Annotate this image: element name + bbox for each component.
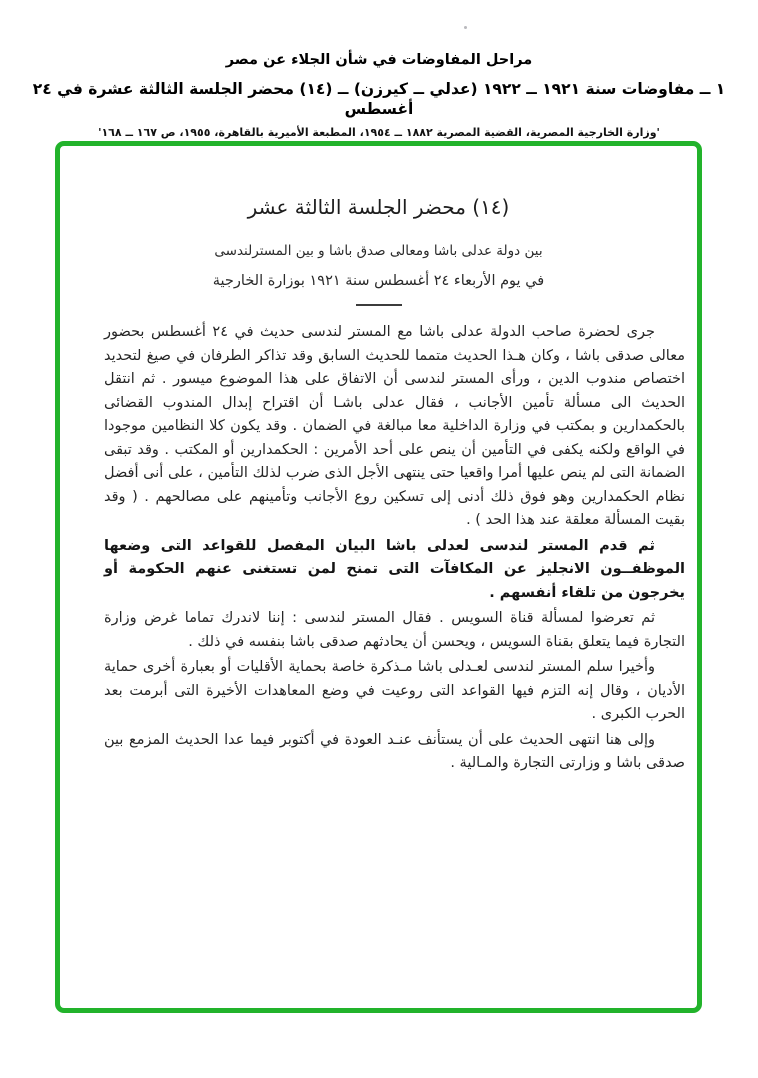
document-body — [104, 321, 685, 776]
header-session-caption: ١ ــ مفاوضات سنة ١٩٢١ ــ ١٩٢٢ (عدلي ــ كيرزن) ــ (١٤) محضر الجلسة الثالثة عشرة في ٢٤ أغسطس — [32, 80, 726, 118]
document-subtitle-parties: بين دولة عدلى باشا ومعالى صدق باشا و بين المسترلندسى — [214, 243, 543, 259]
paragraph-2-bold: ثم قدم المستر لندسى لعدلى باشا البيان المفصل للقواعد التى وضعها الموظفــون الانجليز عن المكافآت التى تمنح لمن تستغنى عنهم الحكومة أو يخرجون من تلقاء أنفسهم . — [104, 537, 685, 601]
document-frame — [55, 141, 702, 1013]
top-header — [0, 51, 758, 140]
header-title: مراحل المفاوضات في شأن الجلاء عن مصر — [225, 52, 533, 68]
paragraph-5: وإلى هنا انتهى الحديث على أن يستأنف عنـد العودة في أكتوبر فيما عدا الحديث المزمع بين صدقى باشا و وزارتى التجارة والمـالية . — [104, 731, 685, 771]
scan-speck — [464, 26, 467, 29]
document-subtitle-date: في يوم الأربعاء ٢٤ أغسطس سنة ١٩٢١ بوزارة الخارجية — [212, 273, 545, 289]
header-source-citation: 'وزارة الخارجية المصرية، القضية المصرية ١٨٨٢ ــ ١٩٥٤، المطبعة الأميرية بالقاهرة، ١٩٥٥، ص ١٦٧ ــ ١٦٨' — [98, 126, 660, 139]
title-divider — [356, 304, 402, 306]
paragraph-4: وأخيرا سلم المستر لندسى لعـدلى باشا مـذكرة خاصة بحماية الأقليات أو بعبارة أخرى حماية الأديان ، وقال إنه التزم فيها القواعد التى روعيت في وضع المعاهدات الأخيرة التى أبرمت بعد الحرب الكبرى . — [104, 659, 685, 722]
document-title: (١٤) محضر الجلسة الثالثة عشر — [247, 195, 510, 219]
paragraph-1: جرى لحضرة صاحب الدولة عدلى باشا مع المستر لندسى حديث في ٢٤ أغسطس بحضور معالى صدقى باشا ، وكان هـذا الحديث متمما للحديث السابق وقد تذاكر الطرفان في صيغ لتحديد اختصاص مندوب الدين ، ورأى المستر لندسى أن الاتفاق على هذا الموضوع ميسور . ثم انتقل الحديث الى مسألة تأمين الأجانب ، فقال عدلى باشـا أن اقتراح إبدال المندوب القضائى بالحكمدارين و بمكتب في وزارة الداخلية معا مبالغة في الضمان . وقد يكون كلا النظامين موجودا في الواقع ولكنه يكفى في التأمين أن ينص على أحد الأمرين : الحكمدارين أو المكتب . وقد تبقى الضمانة التى لم ينص عليها أمرا واقعيا حتى ينتهى الأجل الذى ضرب لذلك التأمين ، على أنى أفضل نظام الحكمدارين وهو فوق ذلك أدنى إلى تسكين روع الأجانب وتأمينهم على مصالحهم . ( وقد بقيت المسألة معلقة عند هذا الحد ) . — [104, 324, 685, 528]
paragraph-3: ثم تعرضوا لمسألة قناة السويس . فقال المستر لندسى : إننا لاندرك تماما غرض وزارة التجارة فيما يتعلق بقناة السويس ، ويحسن أن يحادثهم صدقى باشا بنفسه في ذلك . — [104, 610, 685, 650]
